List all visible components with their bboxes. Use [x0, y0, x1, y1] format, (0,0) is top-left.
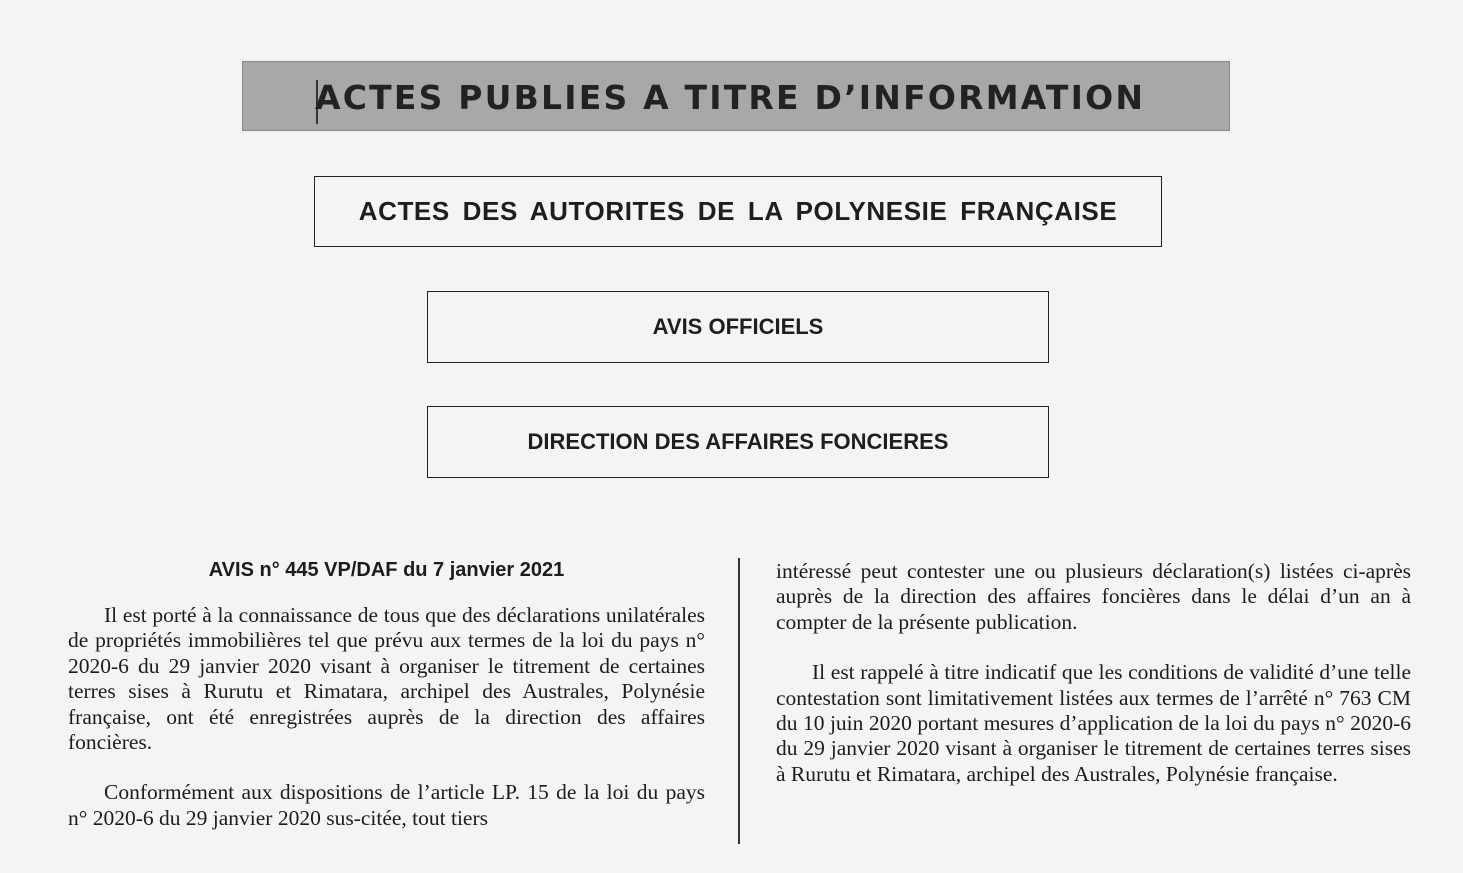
notice-title: AVIS n° 445 VP/DAF du 7 janvier 2021: [208, 559, 565, 581]
section-heading: AVIS OFFICIELS: [427, 291, 1049, 363]
notice-paragraph: intéressé peut contester une ou plusieurs déclaration(s) listées ci-après auprès de la direction des affaires foncières dans le délai d’un an à compter de la présente publication.: [776, 559, 1411, 634]
section-banner: [242, 61, 1230, 131]
authorities-heading: ACTES DES AUTORITES DE LA POLYNESIE FRANÇAISE: [314, 176, 1162, 247]
notice-paragraph: Il est porté à la connaissance de tous que des déclarations unilatérales de propriétés immobilières tel que prévu aux termes de la loi du pays n° 2020-6 du 29 janvier 2020 visant à organiser le titrement de certaines terres sises à Rurutu et Rimatara, archipel des Australes, Polynésie française, ont été enregistrées auprès de la direction des affaires foncières.: [68, 603, 705, 755]
banner-title: ACTES PUBLIES A TITRE D’INFORMATION: [315, 78, 1146, 117]
notice-paragraph: Il est rappelé à titre indicatif que les conditions de validité d’une telle contestation sont limitativement listées aux termes de l’arrêté n° 763 CM du 10 juin 2020 portant mesures d’application de la loi du pays n° 2020-6 du 29 janvier 2020 visant à organiser le titrement de certaines terres sises à Rurutu et Rimatara, archipel des Australes, Polynésie française.: [776, 660, 1411, 786]
direction-heading: DIRECTION DES AFFAIRES FONCIERES: [427, 406, 1049, 478]
right-column: [776, 559, 1411, 787]
notice-paragraph: Conformément aux dispositions de l’article LP. 15 de la loi du pays n° 2020-6 du 29 janvier 2020 sus-citée, tout tiers: [68, 780, 705, 830]
column-divider: [738, 558, 740, 844]
left-column: [68, 557, 705, 831]
